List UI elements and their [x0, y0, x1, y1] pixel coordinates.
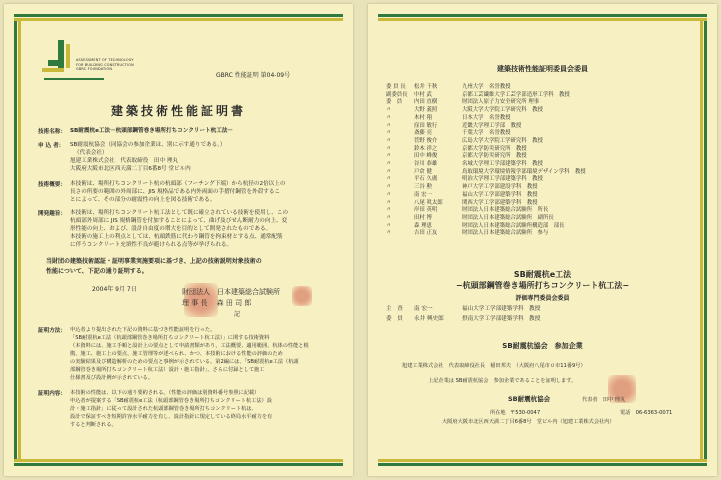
member-row: [386, 200, 537, 208]
association-representative: 代表者 田中 理丸: [582, 397, 626, 403]
phone-number: 電話 06-6363-0071: [620, 410, 673, 416]
member-name: 中村 武: [414, 91, 432, 98]
member-name: 鈴木 祥之: [414, 145, 438, 152]
member-name: 永井 興史郎: [414, 315, 444, 322]
member-row: [386, 192, 537, 200]
member-role: 〃: [386, 107, 392, 114]
bottom-border-stripe: [14, 459, 343, 466]
tech-name-label: 技術名称：: [38, 129, 66, 135]
member-name: 窪田 敏行: [414, 122, 438, 129]
member-row: [386, 99, 539, 107]
member-name: 南 宏一: [414, 306, 433, 312]
issue-date: 2004年 9月 7日: [92, 286, 137, 293]
member-affiliation: 福山大学工学部建築学科 教授: [462, 306, 541, 312]
member-name: 田中 峰俊: [414, 153, 438, 160]
member-affiliation: 鳥取環境大学環境情報学部環境デザイン学科 教授: [462, 168, 586, 175]
member-affiliation: 財団法人原子力安全研究所 理事: [462, 99, 540, 106]
member-row: [386, 146, 527, 154]
member-affiliation: 関西大学工学部建築学科 教授: [462, 199, 538, 206]
member-affiliation: 九州大学 名誉教授: [462, 84, 511, 90]
member-affiliation: 財団法人日本建築総合試験所構造部 部長: [462, 222, 565, 229]
issuer-chairman: 理 事 長 森 田 司 郎: [182, 299, 252, 307]
member-row: [386, 130, 511, 138]
member-role: 〃: [386, 168, 392, 175]
member-role: 〃: [386, 214, 392, 221]
member-role: 副委員長: [386, 91, 408, 98]
result-label: 証明内容：: [38, 391, 66, 397]
method-subtitle: −杭頭部鋼管巻き場所打ちコンクリート杭工法−: [455, 281, 630, 290]
member-affiliation: 大阪大学大学院工学研究科 教授: [462, 107, 543, 114]
member-affiliation: 千葉大学 名誉教授: [462, 130, 511, 137]
member-row: [386, 115, 511, 123]
tech-name: SB耐震杭e工法－杭頭部鋼管巻き場所打ちコンクリート杭工法－: [70, 128, 234, 134]
member-role: 〃: [386, 230, 392, 237]
member-affiliation: 財団法人日本建築総合試験所 所長: [462, 207, 549, 214]
result-text: 本技術の性能は、以下の通り要約される。（性能の評価は別資料番号参照に記載） 申込者が提案する「SB耐震杭e工法（杭頭部鋼管巻き場所打ちコンクリート杭工法）設 計・施工指針」に従って設計された杭頭部鋼管巻き場所打ちコンクリート杭は、 設計で保証すべき短期許容水平耐力を有し、設計指針に規定している終局水平耐力を有 すると判断される。: [70, 390, 273, 428]
member-role: 〃: [386, 145, 392, 152]
member-row: [386, 138, 543, 146]
member-row: [386, 306, 540, 314]
committee-title: 建築技術性能証明委員会委員: [497, 65, 588, 73]
member-name: 八尾 眞太郎: [414, 199, 443, 206]
member-row: [386, 153, 527, 161]
member-role: 〃: [386, 114, 392, 121]
association-address: 大阪府大阪市北区西天満二丁目6番8号 堂ビル内（旭建工業株式会社内）: [442, 419, 615, 425]
right-border-stripe: [700, 14, 707, 466]
left-border-stripe: [14, 14, 21, 466]
member-role: 〃: [386, 176, 392, 183]
member-role: 〃: [386, 161, 392, 167]
certificate-page: [4, 4, 353, 476]
member-name: 戸倉 健: [414, 168, 432, 175]
member-affiliation: 広島大学大学院工学研究科 教授: [462, 137, 543, 144]
expert-committee-title: 評価専門委員会委員: [515, 295, 570, 302]
member-row: [386, 84, 511, 92]
member-affiliation: 明治大学理工学部建築学科 教授: [462, 176, 543, 183]
certification-statement: 当財団の建築技術認証・証明事業実施要項に基づき、上記の技術説明対象技術の 性能について、下記の通り証明する。: [46, 258, 262, 275]
attestation-text: 上記企業は SB耐震杭協会 参加企業であることを証明します。: [428, 378, 577, 384]
member-name: 谷川 恭雄: [414, 161, 438, 167]
bottom-border-stripe: [378, 459, 707, 466]
page-title: 建築技術性能証明書: [110, 104, 246, 118]
member-name: 斎藤 亮: [414, 130, 432, 137]
member-name: 木村 翔: [414, 114, 432, 121]
development-label: 開発趣旨：: [38, 211, 66, 217]
record-mark: 記: [234, 311, 241, 318]
method-label: 証明方法：: [38, 328, 66, 334]
member-name: 吉田 正友: [414, 230, 438, 237]
member-role: 〃: [386, 207, 392, 214]
association-title: SB耐震杭協会 参加企業: [502, 342, 583, 350]
method-name: SB耐震杭e工法: [513, 270, 572, 279]
member-name: 岸田 英明: [414, 207, 438, 214]
overview-label: 技術概要：: [38, 182, 66, 188]
address-label: 所在地: [490, 410, 506, 416]
issuer-organization: 財団法人 日本建築総合試験所: [182, 288, 280, 296]
member-role: 〃: [386, 199, 392, 206]
member-affiliation: 京都大学防災研究所 教授: [462, 145, 527, 152]
organization-english-name: ASSESSMENT OF TECHNOLOGY FOR BUILDING CONSTRUCTION GBRC FOUNDATION: [76, 58, 134, 71]
member-name: 松井 千秋: [414, 84, 438, 90]
member-affiliation: 摂南大学工学部建築学科 教授: [462, 315, 541, 322]
certificate-number: GBRC 性能証明 第04-09号: [216, 72, 291, 79]
member-affiliation: 神戸大学工学部建設学科 教授: [462, 184, 538, 191]
member-affiliation: 近畿大学理工学部 教授: [462, 122, 522, 129]
member-role: 〃: [386, 130, 392, 137]
member-role: 〃: [386, 122, 392, 129]
member-role: 主 査: [386, 306, 403, 312]
member-name: 内田 直樹: [414, 99, 438, 106]
member-row: [386, 184, 537, 192]
member-name: 平石 久廣: [414, 176, 438, 183]
member-name: 三谷 勲: [414, 184, 432, 191]
member-name: 菅野 俊介: [414, 137, 438, 144]
member-list-page: [368, 4, 717, 476]
member-row: [386, 161, 543, 169]
member-role: 委 員 長: [386, 84, 406, 90]
applicant-block: SB耐震杭協会（同協会の参加企業は、別に示す通りである。） （代表会社） 旭建工業株式会社 代表取締役 田中 理丸 大阪府大阪市北区西天満二丁目6番8号 堂ビル内: [70, 142, 226, 172]
member-row: [386, 230, 548, 238]
member-affiliation: 財団法人日本建築総合試験所 副所長: [462, 214, 554, 221]
member-role: 委 員: [386, 99, 403, 106]
member-row: [386, 123, 521, 131]
member-affiliation: 福山大学工学部建築学科 教授: [462, 191, 538, 198]
member-role: 〃: [386, 222, 392, 229]
association-name: SB耐震杭協会: [508, 395, 551, 403]
postal-code: 〒530-0047: [510, 410, 541, 416]
chairman-seal-icon: [292, 286, 312, 306]
member-name: 大野 義照: [414, 107, 438, 114]
overview-text: 本技術は、場所打ちコンクリート杭の杭頭部（フーチング下端）から杭径の2倍以上の 長さの所要の範囲の外周部に、JIS 規格品である内外両面の手摺付鋼管を外殻するこ とによって、その部分の耐震性の向上を図る技術である。: [70, 181, 286, 203]
member-company: 旭建工業株式会社 代表取締役社長 稲田邦夫 （大阪府八尾市ロ市11番9号）: [402, 363, 586, 369]
member-row: [386, 223, 564, 231]
member-row: [386, 215, 554, 223]
member-row: [386, 316, 540, 324]
member-affiliation: 名城大学理工学部建築学科 教授: [462, 161, 543, 167]
member-affiliation: 日本大学 名誉教授: [462, 114, 511, 121]
member-row: [386, 107, 543, 115]
method-text: 申込者より提出された下記の資料に基づき性能証明を行った。 「SB耐震杭e工法（杭頭部鋼管巻き場所打ちコンクリート杭工法）」に関する技術資料 （本資料には、施工手順と設計上の要点として申請書類があり、工法概要、適用範囲、杭体の性能と根 拠、施工、施工上の要点、施工管理等が述べられ、かつ、本技術における性能の評価のため の実験結果及び構造解析のための要点と事例が示されている。第2編には、「SB耐震杭e工法（杭頭 部鋼管巻き場所打ちコンクリート杭工法）設計・施工指針」、さらに付録として施工 仕様書及び設計例が示されている。: [70, 327, 309, 381]
applicant-label: 申 込 者：: [38, 143, 65, 149]
member-role: 委 員: [386, 315, 403, 322]
member-role: 〃: [386, 153, 392, 160]
member-affiliation: 財団法人日本建築総合試験所 参与: [462, 230, 549, 237]
member-role: 〃: [386, 184, 392, 191]
member-role: 〃: [386, 191, 392, 198]
development-text: 本技術は、場所打ちコンクリート杭工法として既に確立されている技術を使用し、この 杭頭部外周部に JIS 規格鋼管を付加することによって、曲げ及びせん断耐力の向上、変 形性能の向上、および、設計自由度の増大を目的として開発されたものである。 本技術の施工上の利点としては、杭頭鉄筋に代わり鋼管を拘束材とする点、通常配筋 に伴うコンクリート充填性不良が避けられる点等が挙げられる。: [70, 210, 289, 248]
member-name: 田村 博: [414, 214, 432, 221]
member-role: 〃: [386, 137, 392, 144]
member-name: 南 宏一: [414, 191, 432, 198]
top-border-stripe: [378, 14, 707, 21]
member-name: 森 理恵: [414, 222, 432, 229]
top-border-stripe: [14, 14, 343, 21]
member-row: [386, 207, 548, 215]
member-affiliation: 京都工芸繊維大学工芸学部造形工学科 教授: [462, 91, 570, 98]
member-row: [386, 176, 543, 184]
member-affiliation: 京都大学防災研究所 教授: [462, 153, 527, 160]
